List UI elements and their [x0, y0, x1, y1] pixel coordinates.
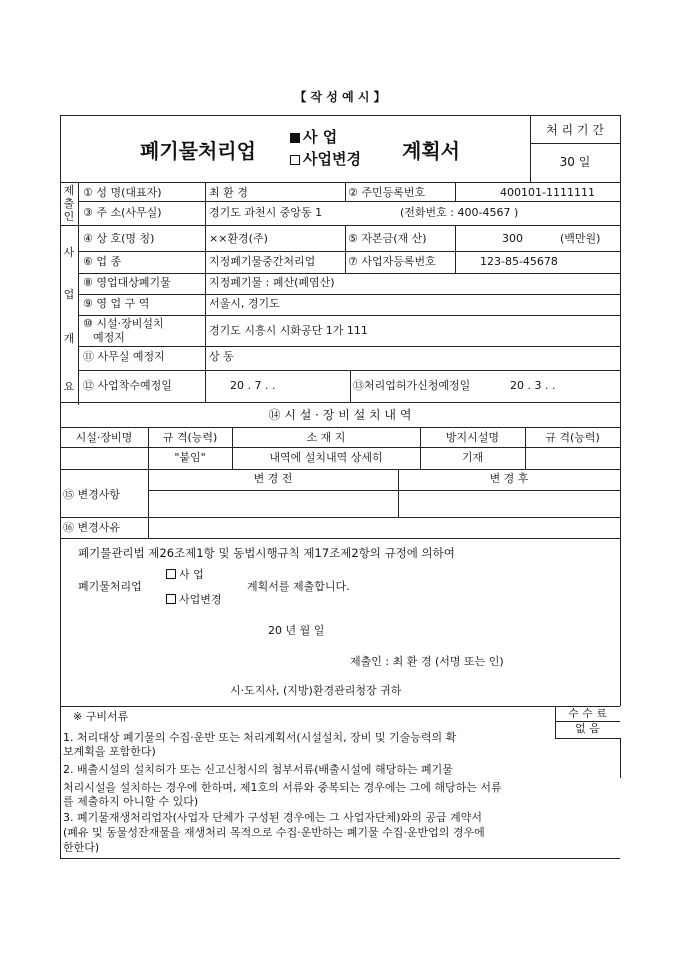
facility-site-label: ⑩ 시설·장비설치	[83, 317, 164, 330]
doc-item-2-cont: 처리시설을 설치하는 경우에 한하며, 제1호의 서류와 중복되는 경우에는 그에 해당하는 서류	[63, 781, 502, 794]
changes-after-header: 변 경 후	[489, 472, 529, 485]
col-prevention: 방지시설명	[445, 431, 500, 444]
form-title-suffix: 계획서	[402, 139, 460, 163]
doc-item-2: 2. 배출시설의 설치허가 또는 신고신청시의 첨부서류(배출시설에 해당하는 폐기물	[63, 763, 453, 776]
rrn-value[interactable]: 400101-1111111	[500, 186, 595, 199]
capital-value[interactable]: 300	[502, 232, 523, 245]
col-capacity: 규 격(능력)	[162, 431, 218, 444]
checkbox-change[interactable]	[290, 155, 300, 165]
rrn-label: ② 주민등록번호	[348, 186, 426, 199]
declaration-option-change[interactable]: 사업변경	[166, 593, 222, 607]
phone-value[interactable]: (전화번호 : 400-4567 )	[400, 206, 519, 219]
office-site-label: ⑪ 사무실 예정지	[83, 350, 165, 363]
declaration-option-business[interactable]: 사 업	[166, 568, 204, 582]
trade-name-value[interactable]: ××환경(주)	[209, 232, 268, 245]
name-label: ① 성 명(대표자)	[83, 186, 162, 199]
waste-label: ⑧ 영업대상폐기물	[83, 276, 171, 289]
row-prevention[interactable]: 기재	[461, 451, 484, 464]
permit-date-value[interactable]: 20 . 3 . .	[510, 379, 556, 392]
facility-site-label-2: 예정지	[93, 331, 125, 344]
facilities-section-title: ⑭ 시 설 · 장 비 설 치 내 역	[268, 408, 412, 422]
declaration-addressee: 시·도지사, (지방)환경관리청장 귀하	[230, 684, 402, 697]
declaration-business-type: 폐기물처리업	[78, 580, 142, 593]
declaration-checkbox-change[interactable]	[166, 594, 176, 604]
trade-name-label: ④ 상 호(명 칭)	[83, 232, 155, 245]
business-section-char-2: 업	[63, 288, 75, 301]
reg-no-value[interactable]: 123-85-45678	[480, 255, 558, 268]
business-section-char-4: 요	[63, 380, 75, 393]
address-label: ③ 주 소(사무실)	[83, 206, 162, 219]
business-section-char-1: 사	[63, 246, 75, 259]
waste-value[interactable]: 지정폐기물 : 폐산(폐염산)	[209, 276, 335, 289]
area-value[interactable]: 서울시, 경기도	[209, 297, 280, 310]
business-type-value[interactable]: 지정폐기물중간처리업	[209, 255, 316, 268]
capital-label: ⑤ 자본금(재 산)	[348, 232, 427, 245]
row-location[interactable]: 내역에 설치내역 상세히	[269, 451, 383, 464]
title-option-business[interactable]: 사 업	[290, 128, 337, 146]
start-date-value[interactable]: 20 . 7 . .	[230, 379, 276, 392]
changes-label: ⑮ 변경사항	[63, 488, 121, 501]
doc-item-1-cont: 보계획을 포함한다)	[63, 745, 156, 758]
capital-unit: (백만원)	[560, 232, 601, 245]
change-reason-label: ⑯ 변경사유	[63, 521, 121, 534]
title-option-change[interactable]: 사업변경	[290, 150, 361, 168]
row-capacity[interactable]: "붙임"	[174, 451, 206, 464]
doc-item-3-cont: (폐유 및 동물성잔재물을 재생처리 목적으로 수집·운반하는 폐기물 수집·운반업의 경우에	[63, 826, 485, 839]
declaration-submit-text: 계획서를 제출합니다.	[247, 580, 350, 593]
doc-item-1: 1. 처리대상 폐기물의 수집·운반 또는 처리계획서(시설설치, 장비 및 기술능력의 확	[63, 731, 457, 744]
submitter-section-label: 제 출 인	[63, 184, 75, 223]
reg-no-label: ⑦ 사업자등록번호	[348, 255, 436, 268]
name-value[interactable]: 최 환 경	[209, 186, 248, 199]
form-title: 폐기물처리업	[140, 139, 256, 163]
law-text: 폐기물관리법 제26조제1항 및 동법시행규칙 제17조제2항의 규정에 의하여	[78, 546, 455, 560]
permit-date-label: ⑬처리업허가신청예정일	[353, 379, 471, 392]
checkbox-business[interactable]	[290, 133, 300, 143]
col-location: 소 재 지	[306, 431, 346, 444]
doc-item-2-cont2: 를 제출하지 아니할 수 있다)	[63, 795, 199, 808]
processing-period-label: 처 리 기 간	[546, 123, 604, 137]
office-site-value[interactable]: 상 동	[209, 350, 234, 363]
declaration-submitter[interactable]: 제출인 : 최 환 경 (서명 또는 인)	[350, 655, 504, 668]
start-date-label: ⑫ 사업착수예정일	[83, 379, 172, 392]
fee-value: 없 음	[575, 722, 600, 735]
doc-item-3-cont2: 한한다)	[63, 841, 100, 854]
address-value[interactable]: 경기도 과천시 중앙동 1	[209, 206, 323, 219]
doc-item-3: 3. 폐기물재생처리업자(사업자 단체가 구성된 경우에는 그 사업자단체)와의 공급 계약서	[63, 811, 482, 824]
changes-before-header: 변 경 전	[253, 472, 293, 485]
declaration-date[interactable]: 20 년 월 일	[268, 624, 325, 637]
documents-title: ※ 구비서류	[73, 710, 129, 723]
business-type-label: ⑥ 업 종	[83, 255, 122, 268]
example-header: 【 작 성 예 시 】	[294, 90, 386, 104]
declaration-checkbox-business[interactable]	[166, 569, 176, 579]
col-prevention-capacity: 규 격(능력)	[545, 431, 600, 444]
facility-site-value[interactable]: 경기도 시흥시 시화공단 1가 111	[209, 324, 368, 337]
business-section-char-3: 개	[63, 332, 75, 345]
area-label: ⑨ 영 업 구 역	[83, 297, 150, 310]
processing-period-value: 30 일	[559, 155, 591, 169]
fee-label: 수 수 료	[568, 707, 607, 720]
col-facility: 시설·장비명	[75, 431, 133, 444]
